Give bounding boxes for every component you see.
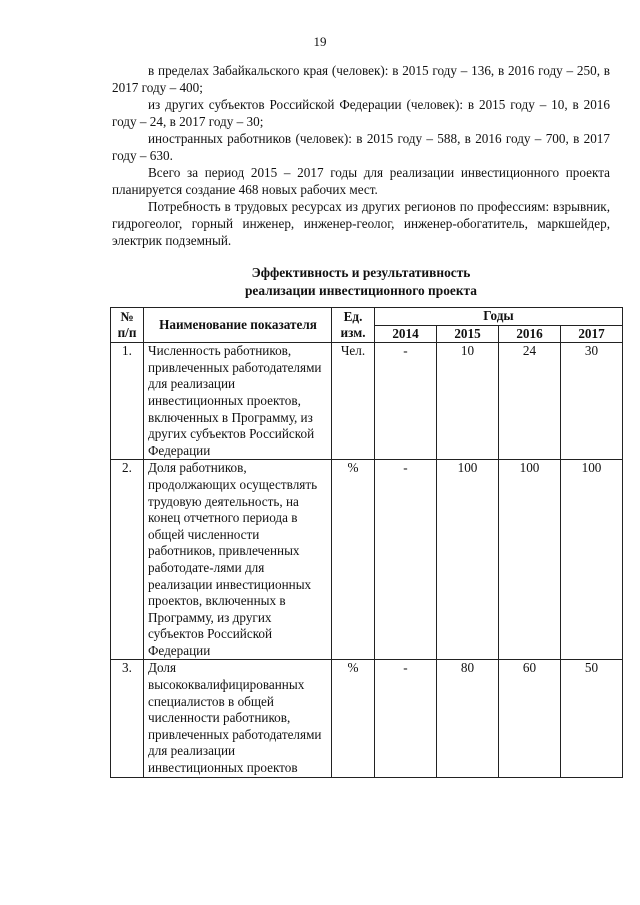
header-unit: Ед. изм. <box>332 308 375 343</box>
table-row <box>111 343 623 460</box>
row-num: 3. <box>111 660 144 777</box>
row-num: 1. <box>111 343 144 460</box>
paragraph-other-regions-workers: из других субъектов Российской Федерации (человек): в 2015 году – 10, в 2016 году – 24, в 2017 году – 30; <box>112 97 610 129</box>
header-year-2015: 2015 <box>437 325 499 343</box>
row-indicator-name: Численность работников, привлеченных работодателями для реализации инвестиционных проектов, включенных в Программу, из других субъектов Российской Федерации <box>144 343 332 460</box>
row-unit: % <box>332 460 375 660</box>
row-num: 2. <box>111 460 144 660</box>
paragraph-foreign-workers: иностранных работников (человек): в 2015 году – 588, в 2016 году – 700, в 2017 году – 630. <box>112 131 610 163</box>
row-value-2017: 30 <box>561 343 623 460</box>
row-value-2016: 60 <box>499 660 561 777</box>
row-value-2014: - <box>375 460 437 660</box>
table-row <box>111 660 623 777</box>
table-row <box>111 460 623 660</box>
row-value-2017: 100 <box>561 460 623 660</box>
header-year-2014: 2014 <box>375 325 437 343</box>
header-year-2016: 2016 <box>499 325 561 343</box>
row-value-2015: 80 <box>437 660 499 777</box>
row-indicator-name: Доля высококвалифицированных специалистов в общей численности работников, привлеченных работодателями для реализации инвестиционных проектов <box>144 660 332 777</box>
row-unit: Чел. <box>332 343 375 460</box>
row-value-2016: 100 <box>499 460 561 660</box>
row-value-2014: - <box>375 660 437 777</box>
header-year-2017: 2017 <box>561 325 623 343</box>
section-heading <box>112 264 610 300</box>
row-value-2014: - <box>375 343 437 460</box>
paragraph-local-workers: в пределах Забайкальского края (человек): в 2015 году – 136, в 2016 году – 250, в 2017 году – 400; <box>112 63 610 95</box>
header-indicator-name: Наименование показателя <box>144 308 332 343</box>
paragraph-new-jobs-total: Всего за период 2015 – 2017 годы для реализации инвестиционного проекта планируется создание 468 новых рабочих мест. <box>112 165 610 197</box>
row-unit: % <box>332 660 375 777</box>
row-value-2015: 100 <box>437 460 499 660</box>
row-value-2016: 24 <box>499 343 561 460</box>
page-number: 19 <box>313 34 327 49</box>
body-text <box>112 62 610 249</box>
table-header-row <box>111 308 623 326</box>
header-years-group: Годы <box>375 308 623 326</box>
section-heading-line-1: Эффективность и результативность <box>251 265 471 280</box>
row-value-2017: 50 <box>561 660 623 777</box>
paragraph-professions-demand: Потребность в трудовых ресурсах из других регионов по профессиям: взрывник, гидрогеолог, горный инженер, инженер-геолог, инженер-обогатитель, маркшейдер, электрик подземный. <box>112 199 610 248</box>
row-value-2015: 10 <box>437 343 499 460</box>
header-num: № п/п <box>111 308 144 343</box>
section-heading-line-2: реализации инвестиционного проекта <box>244 283 477 298</box>
row-indicator-name: Доля работников, продолжающих осуществлять трудовую деятельность, на конец отчетного периода в общей численности работников, привлеченных работодате-лями для реализации инвестиционных проектов, включенных в Программу, из других субъектов Российской Федерации <box>144 460 332 660</box>
efficiency-table <box>110 307 623 778</box>
